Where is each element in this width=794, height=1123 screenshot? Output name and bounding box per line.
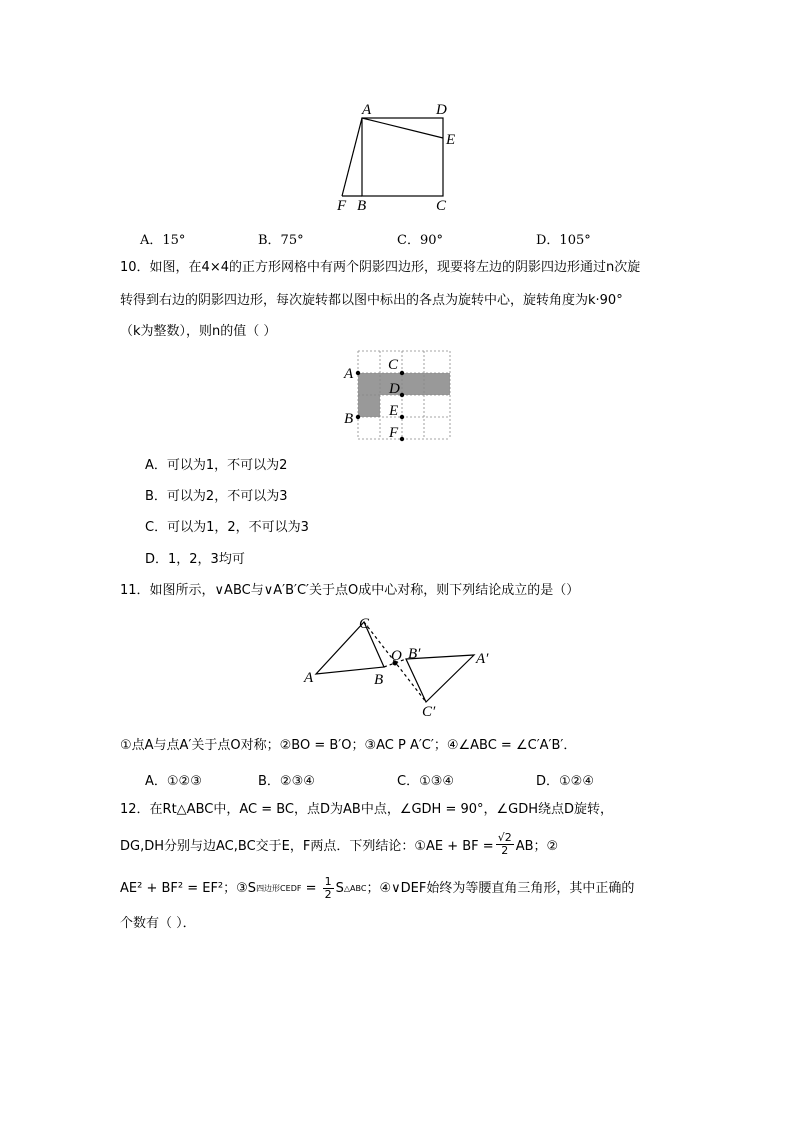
q12-line2-end: AB；② <box>515 838 559 854</box>
label-e: E <box>446 132 456 148</box>
q10-stem-line3: （k为整数），则n的值（ ） <box>120 324 277 339</box>
label-a: A <box>362 102 372 118</box>
q11-option-a[interactable]: A．①②③ <box>145 774 202 789</box>
point-e <box>400 415 404 419</box>
label-f: F <box>337 198 347 214</box>
fig11-label-c2: C′ <box>422 704 436 720</box>
point-c <box>400 371 404 375</box>
triangle-a2b2c2 <box>406 655 474 702</box>
q12-fraction-1-over-2 <box>323 876 334 901</box>
fig11-label-c: C <box>359 616 370 632</box>
q12-frac1-num: √2 <box>497 831 512 844</box>
q12-line3 <box>120 876 634 901</box>
q11-option-b[interactable]: B．②③④ <box>258 774 315 789</box>
fig11-label-o: O <box>391 648 402 664</box>
triangle-abc <box>316 622 384 674</box>
square-abcd <box>362 118 443 196</box>
q11-option-c[interactable]: C．①③④ <box>397 774 455 789</box>
fig11-label-a: A <box>304 670 314 686</box>
q9-option-d[interactable]: D．105° <box>536 233 591 248</box>
q12-fraction-sqrt2-over-2 <box>496 832 514 857</box>
q12-line3-s: S <box>335 880 344 896</box>
q12-line3-end: ；④∨DEF始终为等腰直角三角形，其中正确的 <box>366 880 635 896</box>
point-f <box>400 437 404 441</box>
label-d: D <box>436 102 447 118</box>
point-d <box>400 393 404 397</box>
q12-line2 <box>120 831 559 859</box>
label-b: B <box>357 198 367 214</box>
grid-label-c: C <box>388 357 399 373</box>
q10-option-b[interactable]: B．可以为2，不可以为3 <box>145 489 288 504</box>
fig11-label-b2: B′ <box>408 646 421 662</box>
q10-stem-line2: 转得到右边的阴影四边形，每次旋转都以图中标出的各点为旋转中心，旋转角度为k·90° <box>120 293 623 308</box>
q11-option-d[interactable]: D．①②④ <box>536 774 594 789</box>
point-b <box>356 415 360 419</box>
fig11-label-a2: A′ <box>476 651 489 667</box>
q12-line1: 12．在Rt△ABC中，AC = BC，点D为AB中点，∠GDH = 90°，∠GDH绕点D旋转， <box>120 802 614 817</box>
label-c: C <box>436 198 447 214</box>
q10-option-c[interactable]: C．可以为1，2，不可以为3 <box>145 520 309 535</box>
q10-option-a[interactable]: A．可以为1，不可以为2 <box>145 458 288 473</box>
grid-shaded-right <box>402 373 450 395</box>
q12-line4: 个数有（ ）． <box>120 916 196 931</box>
q11-stem: 11．如图所示，∨ABC与∨A′B′C′关于点O成中心对称，则下列结论成立的是（） <box>120 583 580 598</box>
q12-line3-eq: = <box>301 880 321 896</box>
q12-sub-quadrilateral: 四边形CEDF <box>256 883 302 893</box>
figure-central-symmetry <box>298 612 498 722</box>
grid-label-d: D <box>389 381 400 397</box>
grid-label-e: E <box>389 403 399 419</box>
q9-option-c[interactable]: C．90° <box>397 233 443 248</box>
q11-statement: ①点A与点A′关于点O对称；②BO = B′O；③AC P A′C′；④∠ABC = ∠C′A′B′． <box>120 738 577 753</box>
point-a <box>356 371 360 375</box>
grid-label-a: A <box>344 366 354 382</box>
q12-line2-start: DG,DH分别与边AC,BC交于E，F两点．下列结论：①AE + BF = <box>120 838 494 854</box>
segment-ae <box>362 118 443 138</box>
q9-option-a[interactable]: A．15° <box>140 233 186 248</box>
q12-sub-triangle: △ABC <box>343 883 367 893</box>
q10-stem-line1: 10．如图，在4×4的正方形网格中有两个阴影四边形，现要将左边的阴影四边形通过n次旋 <box>120 260 641 275</box>
q12-line3-start: AE² + BF² = EF²；③S <box>120 880 257 896</box>
grid-label-f: F <box>389 425 399 441</box>
q10-option-d[interactable]: D．1，2，3均可 <box>145 552 245 567</box>
q9-option-b[interactable]: B．75° <box>258 233 304 248</box>
q12-frac2-num: 1 <box>324 875 332 888</box>
segment-af <box>342 118 362 196</box>
fig11-label-b: B <box>374 672 384 688</box>
figure-grid-4x4 <box>340 350 455 445</box>
grid-label-b: B <box>344 411 354 427</box>
figure-square-abcd <box>330 98 465 216</box>
q12-frac1-den: 2 <box>501 844 509 857</box>
q12-frac2-den: 2 <box>324 888 332 901</box>
